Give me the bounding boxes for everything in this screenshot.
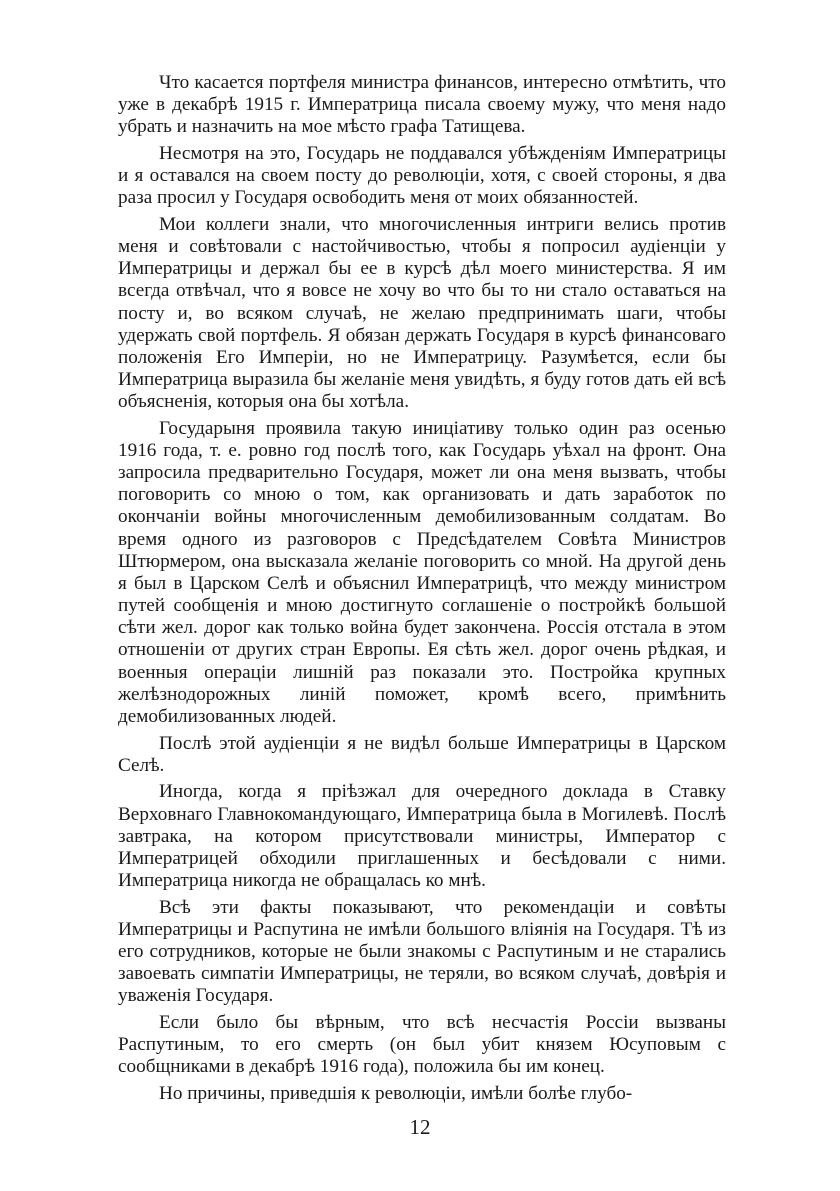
page-number: 12	[409, 1115, 431, 1139]
paragraph-6: Иногда, когда я пріѣзжал для очередного доклада в Ставку Верховнаго Главнокомандующаго, Императрица была в Могилевѣ. Послѣ завтрака, на котором присутствовали министры, Император с Императрицей обходили приглашенных и бесѣдовали с ними. Императрица никогда не обращалась ко мнѣ.	[118, 781, 726, 891]
paragraph-2: Несмотря на это, Государь не поддавался убѣжденіям Императрицы и я оставался на своем посту до революціи, хотя, с своей стороны, я два раза просил у Государя освободить меня от моих обязанностей.	[118, 142, 726, 209]
paragraph-1: Что касается портфеля министра финансов, интересно отмѣтить, что уже в декабрѣ 1915 г. Императрица писала своему мужу, что меня надо убрать и назначить на мое мѣсто графа Татищева.	[118, 72, 726, 138]
paragraph-5: Послѣ этой аудіенціи я не видѣл больше Императрицы в Царском Селѣ.	[118, 732, 726, 776]
paragraph-7: Всѣ эти факты показывают, что рекомендаціи и совѣты Императрицы и Распутина не имѣли большого вліянія на Государя. Тѣ из его сотрудников, которые не были знакомы с Распутиным и не старались завоевать симпатіи Императрицы, не теряли, во всяком случаѣ, довѣрія и уваженія Государя.	[118, 896, 726, 1007]
paragraph-8: Если было бы вѣрным, что всѣ несчастія Россіи вызваны Распутиным, то его смерть (он был убит князем Юсуповым с сообщниками в декабрѣ 1916 года), положила бы им конец.	[118, 1011, 726, 1078]
paragraph-9: Но причины, приведшія к революціи, имѣли болѣе глубо-	[159, 1082, 633, 1104]
paragraph-4: Государыня проявила такую иниціативу только один раз осенью 1916 года, т. е. ровно год послѣ того, как Государь уѣхал на фронт. Она запросила предварительно Государя, может ли она меня вызвать, чтобы поговорить со мною о том, как организовать и дать заработок по окончаніи войны многочисленным демобилизованным солдатам. Во время одного из разговоров с Предсѣдателем Совѣта Министров Штюрмером, она высказала желаніе поговорить со мной. На другой день я был в Царском Селѣ и объяснил Императрицѣ, что между министром путей сообщенія и мною достигнуто соглашеніе о постройкѣ большой сѣти жел. дорог как только война будет закончена. Россія отстала в этом отношеніи от других стран Европы. Ея сѣть жел. дорог очень рѣдкая, и военныя операціи лишній раз показали это. Постройка крупных желѣзнодорожных линій поможет, кромѣ всего, примѣнить демобилизованных людей.	[118, 417, 726, 727]
paragraph-3: Мои коллеги знали, что многочисленныя интриги велись против меня и совѣтовали с настойчивостью, чтобы я попросил аудіенціи у Императрицы и держал бы ее в курсѣ дѣл моего министерства. Я им всегда отвѣчал, что я вовсе не хочу во что бы то ни стало оставаться на посту и, во всяком случаѣ, не желаю предпринимать шаги, чтобы удержать свой портфель. Я обязан держать Государя в курсѣ финансоваго положенія Его Имперіи, но не Императрицу. Разумѣется, если бы Императрица выразила бы желаніе меня увидѣть, я буду готов дать ей всѣ объясненія, которыя она бы хотѣла.	[118, 213, 726, 413]
body-text	[118, 72, 726, 1105]
